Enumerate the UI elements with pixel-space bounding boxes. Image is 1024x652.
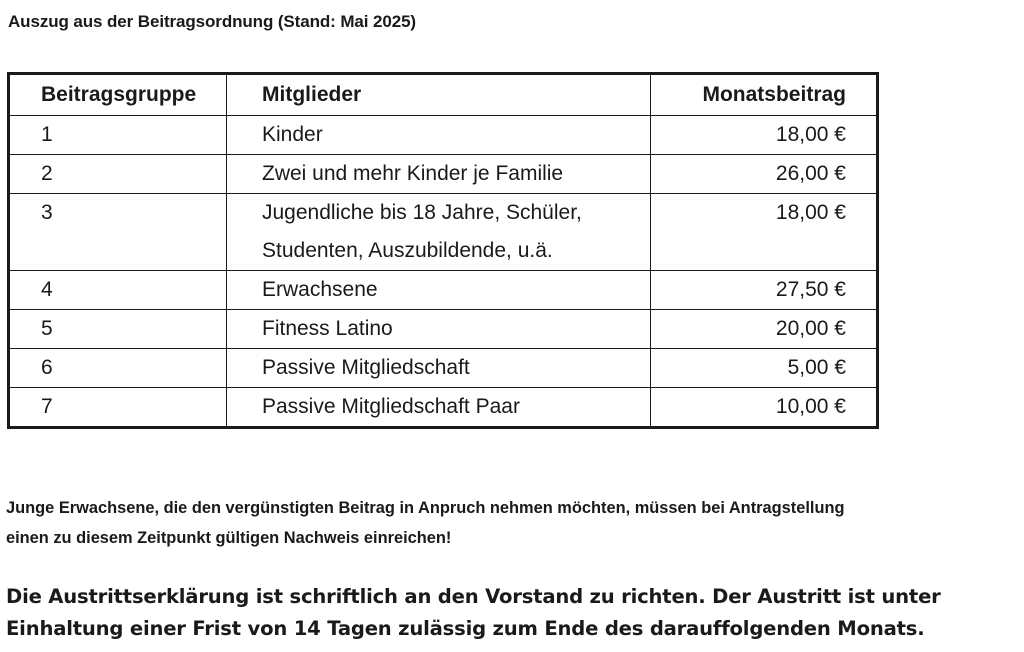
members-cell: Kinder xyxy=(227,116,651,155)
fee-value: 18,00 € xyxy=(775,201,846,224)
members-cell: Passive Mitgliedschaft xyxy=(227,349,651,388)
fee-cell: 10,00 € xyxy=(651,388,878,428)
group-cell: 7 xyxy=(9,388,227,428)
fee-cell: 18,00 € xyxy=(651,116,878,155)
table-header-row xyxy=(9,74,878,116)
table-row xyxy=(9,349,878,388)
group-cell: 6 xyxy=(9,349,227,388)
table-row xyxy=(9,310,878,349)
members-line: Studenten, Auszubildende, u.ä. xyxy=(262,239,553,262)
group-cell: 4 xyxy=(9,271,227,310)
members-cell: Zwei und mehr Kinder je Familie xyxy=(227,155,651,194)
page-heading: Auszug aus der Beitragsordnung (Stand: Mai 2025) xyxy=(8,12,416,31)
group-value: 3 xyxy=(41,201,53,224)
fee-cell: 20,00 € xyxy=(651,310,878,349)
members-cell: Erwachsene xyxy=(227,271,651,310)
fee-cell: 26,00 € xyxy=(651,155,878,194)
table-row xyxy=(9,116,878,155)
column-header-fee: Monatsbeitrag xyxy=(651,74,878,116)
members-cell: Fitness Latino xyxy=(227,310,651,349)
table-row xyxy=(9,388,878,428)
group-cell xyxy=(9,194,227,271)
members-cell xyxy=(227,194,651,271)
proof-note xyxy=(6,493,1022,553)
fee-cell: 27,50 € xyxy=(651,271,878,310)
group-cell: 1 xyxy=(9,116,227,155)
column-header-group: Beitragsgruppe xyxy=(9,74,227,116)
fee-cell: 5,00 € xyxy=(651,349,878,388)
notice-line: Einhaltung einer Frist von 14 Tagen zulässig zum Ende des darauffolgenden Monats. xyxy=(6,617,925,640)
table-row xyxy=(9,155,878,194)
table-row xyxy=(9,194,878,271)
fee-table xyxy=(7,72,879,429)
fee-cell xyxy=(651,194,878,271)
members-line: Jugendliche bis 18 Jahre, Schüler, xyxy=(262,201,582,224)
table-row xyxy=(9,271,878,310)
termination-notice xyxy=(6,581,1022,645)
group-cell: 2 xyxy=(9,155,227,194)
column-header-members: Mitglieder xyxy=(227,74,651,116)
note-line: einen zu diesem Zeitpunkt gültigen Nachweis einreichen! xyxy=(6,529,452,547)
members-cell: Passive Mitgliedschaft Paar xyxy=(227,388,651,428)
note-line: Junge Erwachsene, die den vergünstigten Beitrag in Anpruch nehmen möchten, müssen bei Antragstellung xyxy=(6,499,845,517)
notice-line: Die Austrittserklärung ist schriftlich an den Vorstand zu richten. Der Austritt ist unter xyxy=(6,585,941,608)
group-cell: 5 xyxy=(9,310,227,349)
